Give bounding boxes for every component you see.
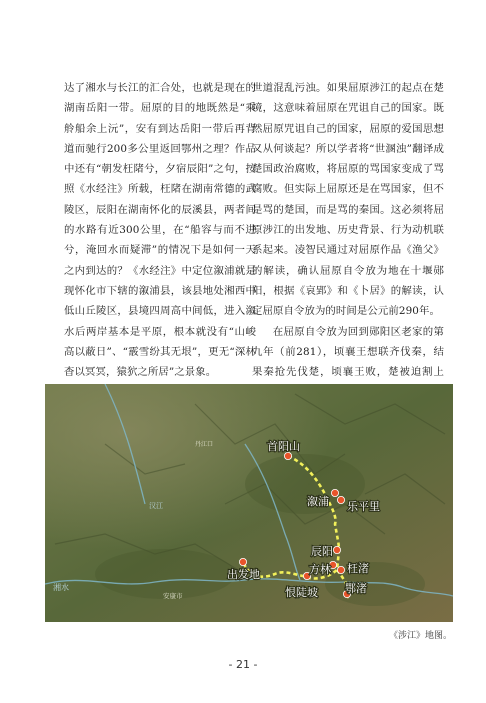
marker-lepingli [337, 496, 344, 503]
map-faint-label: 汉江 [149, 502, 163, 510]
paragraph: 世道混乱污浊。如果屈原涉江的起点在楚境，这意味着屈原在咒诅自己的国家。既然屈原咒诅自己的国家，屈原的爱国思想又从何谈起？所以学者将“世溷浊”翻译成楚国政治腐败，将屈原的骂国家变成了骂腐败。但实际上屈原还是在骂国家，但不是骂的楚国，而是骂的秦国。这必须将屈原涉江的出发地、历史背景、行为动机联系起来。凌智民通过对屈原作品《渔父》的解读，确认屈原自令放为地在十堰郧阳，根据《哀郢》和《卜居》的解读，认定屈原自令放为的时间是公元前290年。 [252, 82, 444, 318]
paragraph: 在屈原自令放为回到郧阳区老家的第九年（前281），顷襄王想联齐伐秦，结果秦抢先伐楚，顷襄王败，楚被迫割上 [252, 325, 444, 379]
label-chufadi: 出发地 [227, 568, 260, 581]
route-map [45, 384, 453, 622]
label-fanglin: 方林 [309, 563, 331, 576]
map-faint-label: 丹江口 [195, 441, 214, 448]
marker-xupu [331, 489, 338, 496]
label-lepingli: 乐平里 [347, 500, 380, 513]
paragraph: 达了湘水与长江的汇合处，也就是现在的湖南岳阳一带。屈原的目的地既然是“乘舲船余上沅”，安有到达岳阳一带后再背道而驰行200多公里返回鄂州之理？作品中还有“朝发枉陼兮，夕宿辰阳”之句，按照《水经注》所载，枉陼在湖南常德的武陵区，辰阳在湖南怀化的辰溪县，两者间的水路有近300公里，在“船容与而不进兮，淹回水而疑滞”的情况下是如何一天之内到达的？《水经注》中定位溆浦就是现怀化市下辖的溆浦县，该县地处湘西中低山丘陵区，县境四周高中间低，进入溆水后两岸基本是平原，根本就没有“山峻高以蔽日”、“霰雪纷其无垠”，更无“深林杳以冥冥，猿狖之所居”之景象。 [64, 82, 256, 379]
label-chenyang: 辰阳 [311, 545, 333, 558]
map-faint-label: 安康市 [163, 592, 183, 600]
label-xupu: 溆浦 [307, 495, 329, 508]
marker-shouyangshan [284, 452, 291, 459]
map-caption: 《涉江》地图。 [388, 631, 452, 641]
label-wangzhu: 枉渚 [347, 562, 369, 575]
page-number: - 21 - [228, 658, 258, 671]
label-shouyangshan: 首阳山 [267, 440, 300, 453]
label-ezhu: 鄂渚 [345, 582, 367, 595]
marker-wangzhu [337, 566, 344, 573]
map-faint-label: 湘水 [53, 583, 69, 592]
map-image [45, 384, 453, 622]
label-hengtingpo: 恨陡坡 [285, 586, 318, 599]
marker-chenyang [333, 546, 340, 553]
marker-chufadi [239, 558, 246, 565]
